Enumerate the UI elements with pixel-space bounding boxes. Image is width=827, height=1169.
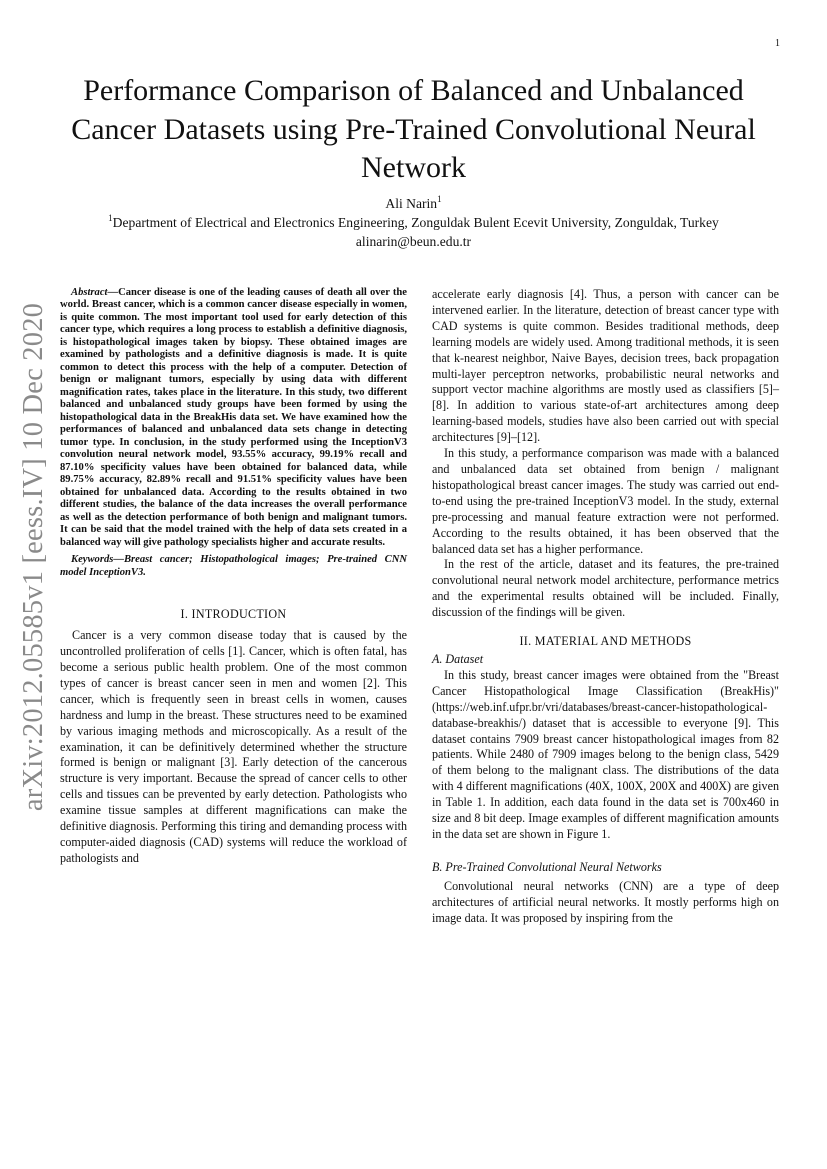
keywords: Keywords—Breast cancer; Histopathological images; Pre-trained CNN model InceptionV3. [60,554,407,578]
body-paragraph: In this study, a performance comparison was made with a balanced and unbalanced data set obtained from benign / malignant histopathological breast cancer images. The study was carried out end-to-end using the pre-trained InceptionV3 model. In the study, external pre-processing and manual feature extraction were not performed. According to the results obtained, it has been observed that the balanced data set has a higher performance. [432,446,779,556]
intro-paragraph: Cancer is a very common disease today that is caused by the uncontrolled proliferation of cells [1]. Cancer, which is often fatal, has become a serious public health problem. One of the most common types of cancer is breast cancer seen in men and women [2]. This cancer, which is frequently seen in breast cells in women, causes hardness and lump in the breast. These structures need to be examined by various imaging methods and microscopically. As a result of the examination, it can be definitively determined whether the structure formed is benign or malignant [3]. Early detection of the cancerous structure is very important. Because the spread of cancer cells to other cells and tissues can be prevented by early detection. Pathologists who examine tissue samples at different magnifications can make the definitive diagnosis. Performing this tiring and demanding process with computer-aided diagnosis (CAD) systems will reduce the workload of pathologists and [60,628,407,865]
author-line [0,196,827,212]
author-name: Ali Narin [385,196,438,211]
affiliation-superscript: 1 [108,213,113,223]
dataset-paragraph: In this study, breast cancer images were obtained from the "Breast Cancer Histopathological Image Classification (BreakHis)" (https://web.inf.ufpr.br/vri/databases/breast-cancer-histopathological-database-breakhis/) dataset that is accessible to everyone [9]. This dataset contains 7909 breast cancer histopathological images from 82 patients. While 2480 of 7909 images belong to the benign class, 5429 of them belong to the malignant class. The distributions of the data with 4 different magnifications (40X, 100X, 200X and 400X) are given in Table 1. In addition, each data found in the data set is 700x460 in size and 8 bit deep. Image examples of different magnification amounts in the data set are shown in Figure 1. [432,667,779,841]
right-column [432,287,779,927]
subsection-heading-dataset: A. Dataset [432,652,484,667]
abstract [60,287,407,549]
arxiv-watermark: arXiv:2012.05585v1 [eess.IV] 10 Dec 2020 [18,302,49,812]
section-heading-introduction: I. INTRODUCTION [180,607,287,622]
author-email: alinarin@beun.edu.tr [355,234,472,249]
paper-title: Performance Comparison of Balanced and Unbalanced Cancer Datasets using Pre-Trained Convolutional Neural Network [71,74,756,184]
cnn-paragraph: Convolutional neural networks (CNN) are a type of deep architectures of artificial neural networks. It mostly performs high on image data. It was proposed by inspiring from the [432,878,779,925]
affiliation-line [40,215,787,231]
body-paragraph: accelerate early diagnosis [4]. Thus, a person with cancer can be intervened earlier. In the literature, detection of breast cancer type with CAD systems is quite common. Besides traditional methods, deep learning models are widely used. Among traditional methods, it is seen that k-nearest neighbor, Naive Bayes, decision trees, back propagation multi-layer perceptron networks, probabilistic neural networks and support vector machine algorithms are mostly used as classifiers [5]–[8]. In addition to various state-of-art architectures among deep learning-based models, studies have also been carried out with special architectures [9]–[12]. [432,287,779,445]
page-number: 1 [775,38,780,49]
section-heading-methods: II. MATERIAL AND METHODS [519,634,692,649]
body-paragraph: In the rest of the article, dataset and its features, the pre-trained convolutional neural network model architecture, performance metrics and the experimental results obtained will be included. Finally, discussion of the findings will be given. [432,557,779,620]
abstract-label: Abstract [71,287,108,298]
left-column [60,287,407,867]
subsection-heading-cnn: B. Pre-Trained Convolutional Neural Networks [432,859,662,874]
abstract-text: —Cancer disease is one of the leading causes of death all over the world. Breast cancer, which is a common cancer disease especially in women, is quite common. The most important tool used for early detection of this cancer type, which requires a long process to establish a definitive diagnosis, is histopathological images taken by biopsy. These obtained images are examined by pathologists and a definitive diagnosis is made. It is quite common to detect this process with the help of a computer. Detection of benign or malignant tumors, especially by using data with different magnification rates, takes place in the literature. In this study, two different balanced and unbalanced study groups have been formed by using the histopathological data in the BreakHis data set. We have examined how the performances of balanced and unbalanced data sets change in detecting tumor type. In conclusion, in the study performed using the InceptionV3 convolution neural network model, 93.55% accuracy, 99.19% recall and 87.10% specificity values have been obtained for balanced data, while 89.75% accuracy, 82.89% recall and 91.51% specificity values have been obtained for unbalanced data. According to the results obtained in two different studies, the balance of the data increases the overall performance as well as the detection performance of both benign and malignant tumors. It can be said that the model trained with the help of data sets created in a balanced way will give pathology specialists higher and accurate results. [60,287,407,548]
affiliation: Department of Electrical and Electronics Engineering, Zonguldak Bulent Ecevit University, Zonguldak, Turkey [112,215,719,230]
author-superscript: 1 [437,194,442,204]
